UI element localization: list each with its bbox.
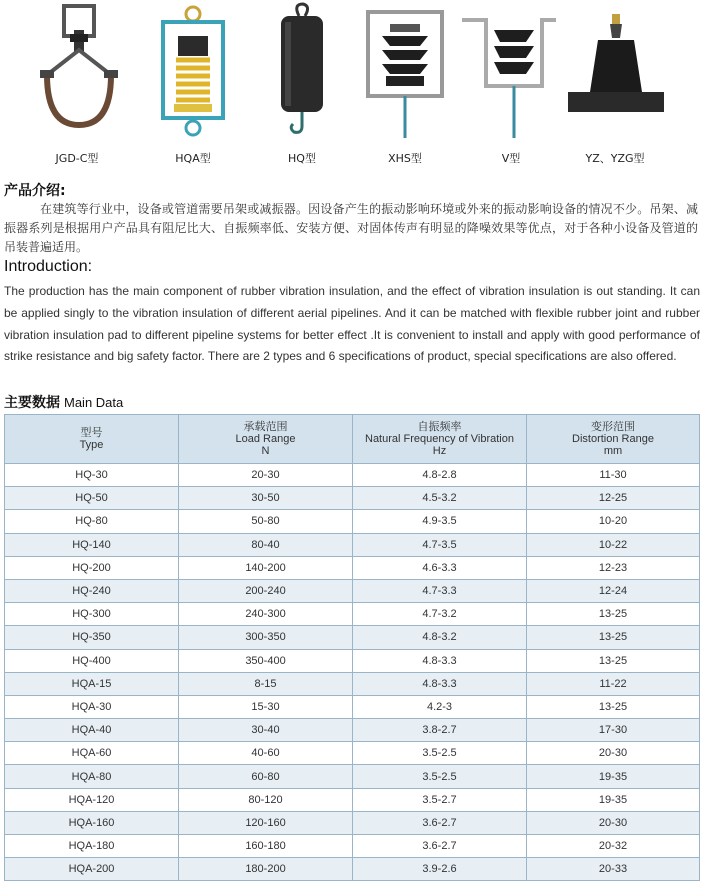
cell-distortion: 20-32	[527, 835, 700, 858]
cell-type: HQA-180	[5, 835, 179, 858]
product-xhs	[350, 0, 460, 170]
product-hq	[247, 0, 357, 170]
product-caption: YZ、YZG型	[585, 152, 645, 165]
cell-distortion: 12-23	[527, 556, 700, 579]
cell-frequency: 4.7-3.2	[353, 603, 527, 626]
cell-load-range: 160-180	[179, 835, 353, 858]
table-row	[5, 811, 700, 834]
cell-type: HQ-200	[5, 556, 179, 579]
cell-frequency: 3.5-2.5	[353, 742, 527, 765]
cell-type: HQA-200	[5, 858, 179, 881]
cell-frequency: 4.9-3.5	[353, 510, 527, 533]
header-load-range: 承载范围 Load Range N	[179, 415, 353, 464]
cell-load-range: 60-80	[179, 765, 353, 788]
header-distortion-range: 变形范围 Distortion Range mm	[527, 415, 700, 464]
cell-distortion: 11-22	[527, 672, 700, 695]
cell-type: HQA-30	[5, 695, 179, 718]
product-hqa	[138, 0, 248, 170]
spring-hanger-icon	[138, 0, 248, 140]
table-row	[5, 556, 700, 579]
cell-distortion: 13-25	[527, 649, 700, 672]
cell-load-range: 240-300	[179, 603, 353, 626]
cell-load-range: 30-40	[179, 719, 353, 742]
table-header-row	[5, 415, 700, 464]
cell-type: HQA-160	[5, 811, 179, 834]
cell-load-range: 80-40	[179, 533, 353, 556]
product-caption: HQ型	[288, 152, 316, 165]
table-row	[5, 487, 700, 510]
cell-load-range: 40-60	[179, 742, 353, 765]
cell-frequency: 4.7-3.3	[353, 579, 527, 602]
cell-frequency: 3.6-2.7	[353, 811, 527, 834]
cell-distortion: 13-25	[527, 695, 700, 718]
table-row	[5, 603, 700, 626]
cell-load-range: 350-400	[179, 649, 353, 672]
table-row	[5, 742, 700, 765]
cell-load-range: 8-15	[179, 672, 353, 695]
product-caption: V型	[501, 152, 521, 165]
product-caption: JGD-C型	[55, 152, 99, 165]
intro-cn-title: 产品介绍:	[4, 183, 66, 199]
cell-frequency: 4.2-3	[353, 695, 527, 718]
cell-distortion: 10-20	[527, 510, 700, 533]
product-yz-yzg	[560, 0, 670, 170]
cell-type: HQA-40	[5, 719, 179, 742]
intro-en-body: The production has the main component of rubber vibration insulation, and the effect of vibration insulation is out standing. It can be applied singly to the vibration insulation of different aerial pipelines. And it can be matched with flexible rubber joint and rubber vibration insulation pad to different pipeline systems for better effect .It is convenient to install and apply with good performance of strike resistance and big safety factor. There are 2 types and 6 specifications of product, special specifications are also offered.	[4, 284, 700, 364]
cell-frequency: 4.8-3.3	[353, 672, 527, 695]
cell-load-range: 20-30	[179, 464, 353, 487]
cell-distortion: 11-30	[527, 464, 700, 487]
cell-distortion: 20-30	[527, 811, 700, 834]
table-row	[5, 649, 700, 672]
cell-type: HQ-140	[5, 533, 179, 556]
cell-frequency: 3.6-2.7	[353, 835, 527, 858]
cell-distortion: 12-24	[527, 579, 700, 602]
v-bracket-damper-icon	[456, 0, 566, 140]
intro-cn-body: 在建筑等行业中，设备或管道需要吊架或减振器。因设备产生的振动影响环境或外来的振动影响设备的情况不少。吊架、减振器系列是根据用户产品具有阻尼比大、自振频率低、安装方便、对固体传声有明显的降噪效果等优点，对于各种小设备及管道的吊装普遍适用。	[4, 202, 698, 254]
cell-load-range: 180-200	[179, 858, 353, 881]
intro-en-title: Introduction:	[4, 258, 93, 275]
cell-distortion: 13-25	[527, 603, 700, 626]
product-caption: XHS型	[388, 152, 422, 165]
bellows-damper-icon	[350, 0, 460, 140]
rubber-hanger-icon	[247, 0, 357, 140]
cell-type: HQ-30	[5, 464, 179, 487]
table-row	[5, 626, 700, 649]
base-mount-damper-icon	[560, 0, 670, 140]
table-row	[5, 464, 700, 487]
cell-load-range: 200-240	[179, 579, 353, 602]
cell-frequency: 4.7-3.5	[353, 533, 527, 556]
table-row	[5, 695, 700, 718]
cell-type: HQA-15	[5, 672, 179, 695]
cell-frequency: 3.9-2.6	[353, 858, 527, 881]
main-data-title-cn: 主要数据	[4, 395, 60, 411]
cell-load-range: 300-350	[179, 626, 353, 649]
cell-distortion: 20-33	[527, 858, 700, 881]
cell-load-range: 15-30	[179, 695, 353, 718]
cell-type: HQ-50	[5, 487, 179, 510]
cell-type: HQA-60	[5, 742, 179, 765]
cell-frequency: 4.6-3.3	[353, 556, 527, 579]
table-row	[5, 510, 700, 533]
cell-type: HQ-300	[5, 603, 179, 626]
cell-frequency: 3.8-2.7	[353, 719, 527, 742]
table-row	[5, 765, 700, 788]
table-row	[5, 858, 700, 881]
cell-type: HQ-80	[5, 510, 179, 533]
product-gallery	[0, 0, 703, 170]
table-row	[5, 788, 700, 811]
pipe-clamp-hanger-icon	[22, 0, 132, 140]
spec-table	[4, 414, 700, 881]
table-row	[5, 835, 700, 858]
cell-frequency: 4.8-3.2	[353, 626, 527, 649]
product-jgd-c	[22, 0, 132, 170]
cell-distortion: 19-35	[527, 765, 700, 788]
cell-distortion: 12-25	[527, 487, 700, 510]
cell-frequency: 3.5-2.5	[353, 765, 527, 788]
cell-type: HQ-240	[5, 579, 179, 602]
cell-frequency: 4.8-3.3	[353, 649, 527, 672]
header-type: 型号 Type	[5, 415, 179, 464]
cell-load-range: 140-200	[179, 556, 353, 579]
cell-distortion: 17-30	[527, 719, 700, 742]
cell-distortion: 19-35	[527, 788, 700, 811]
cell-load-range: 30-50	[179, 487, 353, 510]
main-data-title	[4, 392, 123, 412]
cell-distortion: 20-30	[527, 742, 700, 765]
cell-frequency: 3.5-2.7	[353, 788, 527, 811]
table-row	[5, 719, 700, 742]
cell-load-range: 120-160	[179, 811, 353, 834]
table-row	[5, 533, 700, 556]
table-row	[5, 672, 700, 695]
cell-type: HQA-120	[5, 788, 179, 811]
cell-type: HQA-80	[5, 765, 179, 788]
cell-frequency: 4.8-2.8	[353, 464, 527, 487]
cell-type: HQ-350	[5, 626, 179, 649]
cell-distortion: 10-22	[527, 533, 700, 556]
table-row	[5, 579, 700, 602]
cell-load-range: 80-120	[179, 788, 353, 811]
header-natural-frequency: 自振频率 Natural Frequency of Vibration Hz	[353, 415, 527, 464]
product-caption: HQA型	[175, 152, 211, 165]
main-data-title-en: Main Data	[64, 395, 124, 410]
product-v	[456, 0, 566, 170]
cell-distortion: 13-25	[527, 626, 700, 649]
cell-load-range: 50-80	[179, 510, 353, 533]
cell-type: HQ-400	[5, 649, 179, 672]
cell-frequency: 4.5-3.2	[353, 487, 527, 510]
